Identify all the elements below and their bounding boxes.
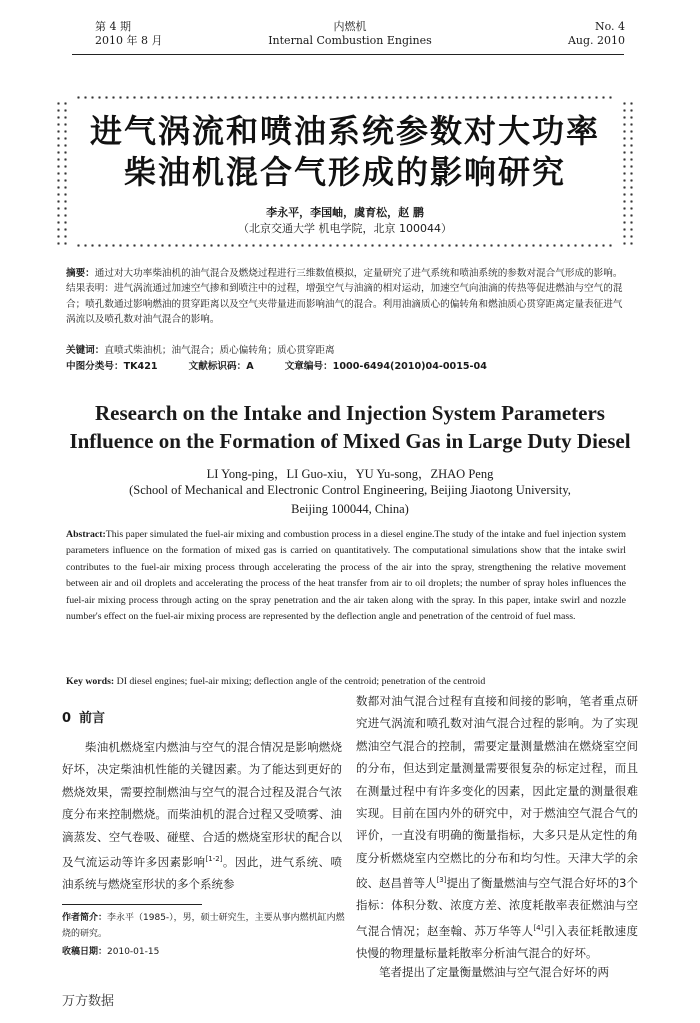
cn-title-line1: 进气涡流和喷油系统参数对大功率 — [89, 112, 600, 150]
citation-1-2: [1-2] — [205, 855, 223, 864]
abstract-cn-label: 摘要： — [66, 268, 95, 279]
citation-3: [3] — [436, 876, 447, 885]
cn-affiliation: （北京交通大学 机电学院，北京 100044） — [238, 222, 452, 235]
section-title: 前言 — [79, 711, 106, 726]
footnote-author-text: 李永平（1985-），男，硕士研究生，主要从事内燃机缸内燃烧的研究。 — [62, 913, 345, 939]
cn-title-line2: 柴油机混合气形成的影响研究 — [123, 153, 566, 191]
abstract-en — [66, 527, 626, 625]
dot-border-bottom — [75, 242, 615, 249]
keywords-cn-text: 直喷式柴油机；油气混合；质心偏转角；质心贯穿距离 — [104, 345, 335, 356]
body-right-para2: 笔者提出了定量衡量燃油与空气混合好坏的两 — [379, 965, 609, 979]
body-left-column — [62, 736, 342, 896]
body-right-text-a: 数都对油气混合过程有直接和间接的影响，笔者重点研究进气涡流和喷孔数对油气混合过程的影响。为了实现燃油空气混合的控制，需要定量测量燃油在燃烧室空间的分布，但达到定量测量需要很复杂的标定过程，而且在测量过程中有许多变化的因素，因此定量的测量很难实现。目前在国内外的研究中，对于燃油空气混合气的评价，一直没有明确的衡量指标，大多只是从定性的角度分析燃烧室内空燃比的分布和均匀性。天津大学的余皎、赵昌普等人 — [356, 694, 638, 891]
cn-title-block — [55, 92, 635, 250]
body-right-text-b: 提出了衡量燃油与空气混合好坏的3个指标：体积分数、浓度方差、浓度耗散率表征燃油与空气混合情况；赵奎翰、苏万华等人 — [356, 876, 638, 938]
footnote-rule — [62, 904, 202, 905]
classification-line — [66, 359, 626, 374]
watermark: 万方数据 — [62, 994, 115, 1009]
issue-number-en: No. 4 — [594, 20, 625, 33]
keywords-en-label: Key words: — [66, 676, 115, 687]
body-left-text: 柴油机燃烧室内燃油与空气的混合情况是影响燃烧好坏，决定柴油机性能的关键因素。为了能达到更好的燃烧效果，需要控制燃油与空气的混合过程及混合气浓度分布来控制燃烧。而柴油机的混合过程又受喷雾、油滴蒸发、空气卷吸、碰壁、合适的燃烧室形状的配合以及气流运动等许多因素影响 — [62, 740, 342, 869]
journal-name-cn: 内燃机 — [333, 20, 367, 33]
doc-code: 文献标识码：A — [188, 361, 254, 372]
footnote-date-text: 2010-01-15 — [107, 947, 160, 957]
issue-number-cn: 第 4 期 — [95, 20, 131, 33]
citation-4: [4] — [533, 923, 544, 932]
footnote-date-label: 收稿日期： — [62, 947, 108, 957]
keywords-en-text: DI diesel engines; fuel-air mixing; deflection angle of the centroid; penetration of the centroid — [116, 676, 486, 687]
cn-authors: 李永平，李国岫，虞育松，赵 鹏 — [266, 206, 424, 219]
dot-border-top — [75, 94, 615, 101]
clc-number: 中图分类号：TK421 — [66, 361, 158, 372]
body-left-tail: 。因此，进气系统、喷油系统与燃烧室形状的多个系统参 — [62, 854, 343, 892]
issue-date-cn: 2010 年 8 月 — [95, 34, 163, 47]
en-title-line1: Research on the Intake and Injection System Parameters — [95, 401, 605, 425]
abstract-en-label: Abstract: — [66, 529, 106, 540]
article-number: 文章编号：1000-6494(2010)04-0015-04 — [284, 361, 487, 372]
issue-date-en: Aug. 2010 — [567, 34, 625, 47]
footnote-date — [62, 944, 347, 960]
header-rule — [72, 54, 624, 55]
en-title-line2: Influence on the Formation of Mixed Gas in Large Duty Diesel — [69, 429, 631, 453]
abstract-cn-text: 通过对大功率柴油机的油气混合及燃烧过程进行三维数值模拟，定量研究了进气系统和喷油系统的参数对混合气形成的影响。结果表明：进气涡流通过加速空气掺和到喷注中的过程，增强空气与油滴的相对运动，加速空气向油滴的传热等促进燃油与空气的混合；喷孔数通过影响燃油的贯穿距离以及空气夹带量进而影响油气的混合。利用油滴质心的偏转角和燃油质心贯穿距离定量表征进气涡流以及喷孔数对油气混合的影响。 — [66, 268, 623, 326]
abstract-cn — [66, 266, 626, 328]
body-right-text-c: 引入表征耗散速度快慢的物理量标量耗散率分析油气混合的好坏。 — [356, 923, 639, 961]
en-affiliation-line2: Beijing 100044, China) — [291, 502, 409, 516]
footnote-author-label: 作者简介： — [62, 913, 108, 923]
abstract-en-text: This paper simulated the fuel-air mixing and combustion process in a diesel engine.The study of the intake and fuel injection system parameters influence on the formation of mixed gas is carried on quantitatively. The computational simulations show that the intake swirl contributes to the fuel-air mixing process through accelerating the process of the air into the spray, strengthening the relative movement between air and oil droplets and accelerating the process of the heat transfer from air to oil droplets; the number of spray holes influences the fuel-air mixing process through acting on the spray penetration and the air taken along with the spray. In this paper, intake swirl and nozzle number's effect on the fuel-air mixing process are represented by the deflection angle and penetration of the centroid of fuel mass. — [66, 529, 626, 623]
keywords-cn — [66, 343, 626, 358]
journal-name-en: Internal Combustion Engines — [268, 34, 432, 47]
keywords-cn-label: 关键词： — [66, 345, 105, 356]
section-number: 0 — [62, 711, 72, 726]
journal-issue-en — [568, 20, 625, 48]
body-right-column — [356, 690, 638, 965]
en-authors: LI Yong-ping，LI Guo-xiu，YU Yu-song，ZHAO Peng — [206, 467, 494, 481]
en-affiliation-line1: (School of Mechanical and Electronic Control Engineering, Beijing Jiaotong University, — [129, 483, 571, 497]
footnote-author — [62, 910, 347, 942]
keywords-en — [66, 676, 626, 687]
section-heading — [62, 707, 105, 726]
